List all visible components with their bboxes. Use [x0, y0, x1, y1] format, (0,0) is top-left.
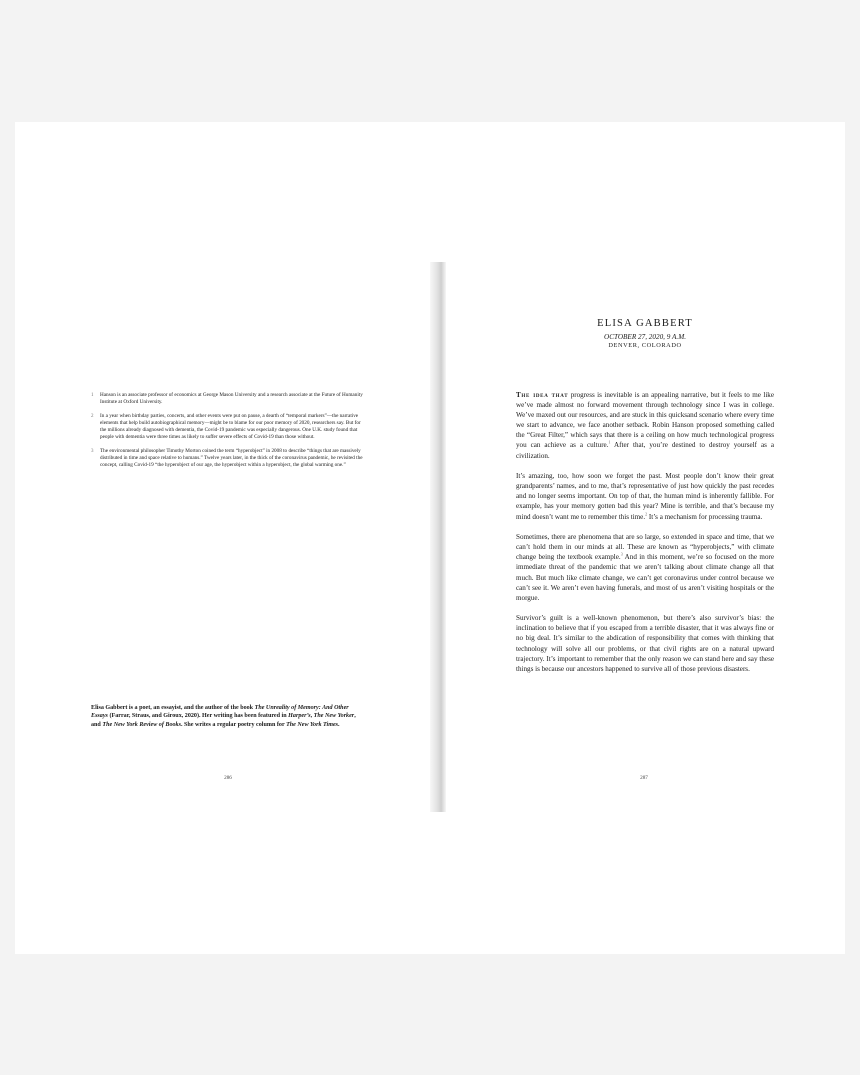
book-gutter-shadow [430, 262, 446, 812]
essay-body [516, 390, 774, 684]
bio-publication: The New York Review of Books [102, 721, 181, 728]
paragraph-text: And in this moment, we’re so focused on the more immediate threat of the pandemic that we aren’t talking about climate change all that much. But much like climate change, we can’t get coronavirus under control because we can’t see it. We aren’t even having funerals, and most of us aren’t visiting hospitals or the morgue. [516, 553, 774, 602]
bio-book-title: The Unreality of Memory: And Other Essays [91, 705, 349, 720]
paragraph [516, 471, 774, 521]
footnote [91, 392, 363, 407]
paragraph: Survivor’s guilt is a well-known phenomenon, but there’s also survivor’s bias: the inclination to believe that if you escaped from a terrible disaster, that it was always fine or no big deal. It’s similar to the abdication of responsibility that comes with thinking that technology will solve all our problems, or that civil rights are on a natural upward trajectory. It’s important to remember that the only reason we can stand here and say these things is because our ancestors happened to survive all of those previous disasters. [516, 614, 774, 673]
author-name: ELISA GABBERT [597, 318, 693, 329]
bio-publication: The New Yorker [313, 713, 355, 720]
bio-text: (Farrar, Straus, and Giroux, 2020). Her writing has been featured in [107, 713, 289, 720]
bio-publication: Harper’s [288, 713, 311, 720]
page-number-right: 287 [640, 775, 648, 781]
paragraph-text: It’s amazing, too, how soon we forget the past. Most people don’t know their great grandparents’ names, and to me, that’s representative of just how quickly the past recedes and no longer seems important. On top of that, the human mind is inherently fallible. For example, has your memory gotten bad this year? Mine is terrible, and that’s because my mind doesn’t want me to remember this time. [516, 472, 774, 521]
footnote-reference: 2 [645, 511, 648, 517]
paragraph [516, 390, 774, 461]
essay-header [540, 317, 750, 350]
bio-text: , and [91, 713, 356, 728]
bio-text: . [338, 721, 340, 728]
location: DENVER, COLORADO [608, 342, 682, 349]
footnotes [91, 392, 363, 476]
footnote-number: 3 [91, 448, 94, 454]
lead-in: The idea that [516, 391, 569, 399]
footnote-reference: 3 [620, 551, 623, 557]
author-bio [91, 704, 366, 729]
footnote-number: 2 [91, 413, 94, 419]
bio-text: , [310, 713, 314, 720]
footnote-text: In a year when birthday parties, concerts, and other events were put on pause, a dearth of “temporal markers”—the narrative elements that help build autobiographical memory—might be to blame for our poor memory of 2020, researchers say. But for the millions already diagnosed with dementia, the Covid-19 pandemic was especially dangerous. One U.K. study found that people with dementia were three times as likely to suffer severe effects of Covid-19 than those without. [100, 412, 361, 441]
bio-text: . She writes a regular poetry column for [180, 721, 287, 728]
footnote [91, 448, 363, 470]
footnote-number: 1 [91, 393, 94, 398]
footnote [91, 413, 363, 442]
bio-publication: The New York Times [286, 721, 339, 728]
footnote-text: Hanson is an associate professor of economics at George Mason University and a research associate at the Future of Humanity Institute at Oxford University. [100, 392, 363, 406]
bio-text: Elisa Gabbert is a poet, an essayist, and the author of the book [91, 705, 255, 711]
footnote-text: The environmental philosopher Timothy Morton coined the term “hyperobject” in 2008 to describe “things that are massively distributed in time and space relative to humans.” Twelve years later, in the thick of the coronavirus pandemic, he revisited the concept, calling Covid-19 “the hyperobject of our age, the hyperobject within a hyperobject, the global warming one.” [100, 447, 363, 469]
paragraph [516, 532, 774, 603]
paragraph-text: It’s a mechanism for processing trauma. [647, 512, 763, 521]
book-spread [15, 122, 845, 954]
paragraph-text: progress is inevitable is an appealing narrative, but it feels to me like we’ve made almost no forward movement through technology since I was in college. We’ve maxed out our resources, and are stuck in this quicksand scenario where every time we start to advance, we face another setback. Robin Hanson proposed something called the “Great Filter,” which says that there is a ceiling on how much technological progress you can achieve as a culture. [516, 391, 774, 450]
paragraph-text: After that, you’re destined to destroy yourself as a civilization. [516, 441, 774, 460]
page-number-left: 286 [224, 775, 232, 781]
footnote-reference: 1 [608, 440, 611, 446]
dateline: OCTOBER 27, 2020, 9 A.M. [604, 333, 686, 341]
paragraph-text: Sometimes, there are phenomena that are so large, so extended in space and time, that we can’t hold them in our minds at all. These are known as “hyperobjects,” with climate change being the textbook example. [516, 533, 774, 562]
